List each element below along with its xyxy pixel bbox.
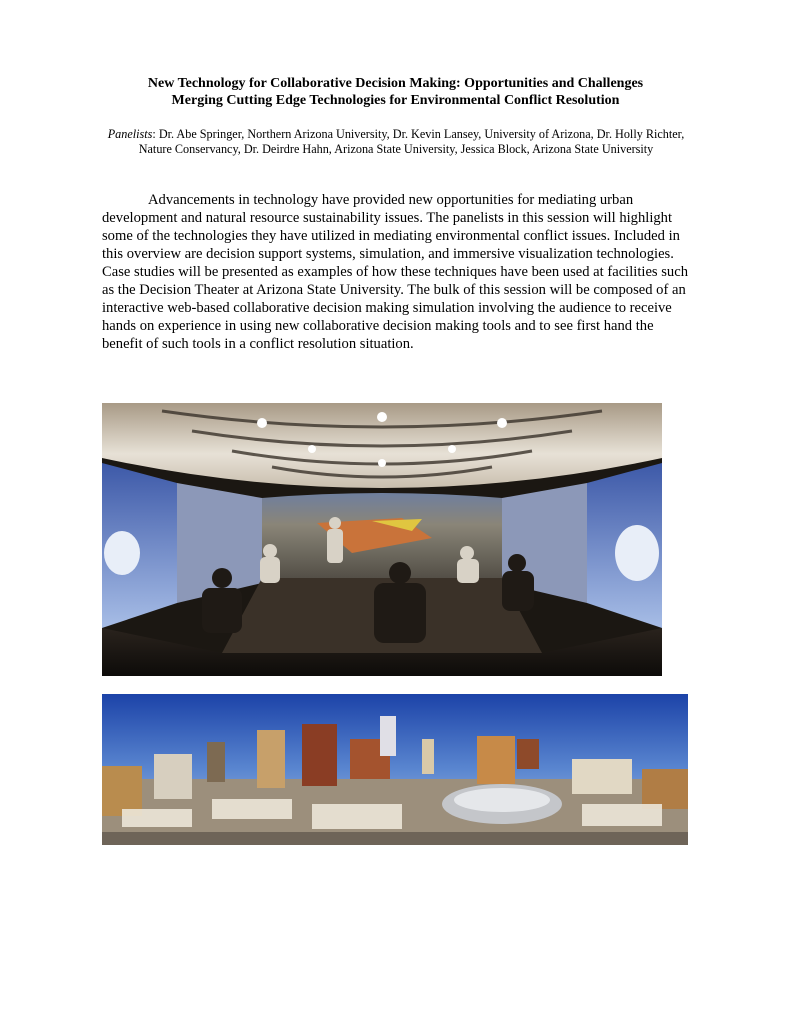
title-line-2: Merging Cutting Edge Technologies for Environmental Conflict Resolution — [171, 93, 620, 108]
title-line-1: New Technology for Collaborative Decision Making: Opportunities and Challenges — [147, 76, 644, 91]
abstract-paragraph: Advancements in technology have provided new opportunities for mediating urban development and natural resource sustainability issues. The panelists in this session will highlight some of the technologies they have utilized in mediating environmental conflict issues. Included in this overview are decision support systems, simulation, and immersive visualization technologies. Case studies will be presented as examples of how these techniques have been used at facilities such as the Decision Theater at Arizona State University. The bulk of this session will be composed of an interactive web-based collaborative decision making simulation involving the audience to receive hands on experience in using new collaborative decision making tools and to see first hand the benefit of such tools in a conflict resolution situation. — [102, 192, 689, 352]
panelists-paragraph — [102, 127, 690, 158]
city-skyline-rendering — [102, 694, 688, 845]
panelists-label: Panelists — [107, 127, 153, 141]
document-title — [100, 75, 691, 109]
panelists-list: : Dr. Abe Springer, Northern Arizona University, Dr. Kevin Lansey, University of Arizona, Dr. Holly Richter, Nature Conservancy, Dr. Deirdre Hahn, Arizona State University, Jessica Block, Arizona State University — [138, 127, 685, 157]
decision-theater-room-photo — [102, 403, 662, 676]
